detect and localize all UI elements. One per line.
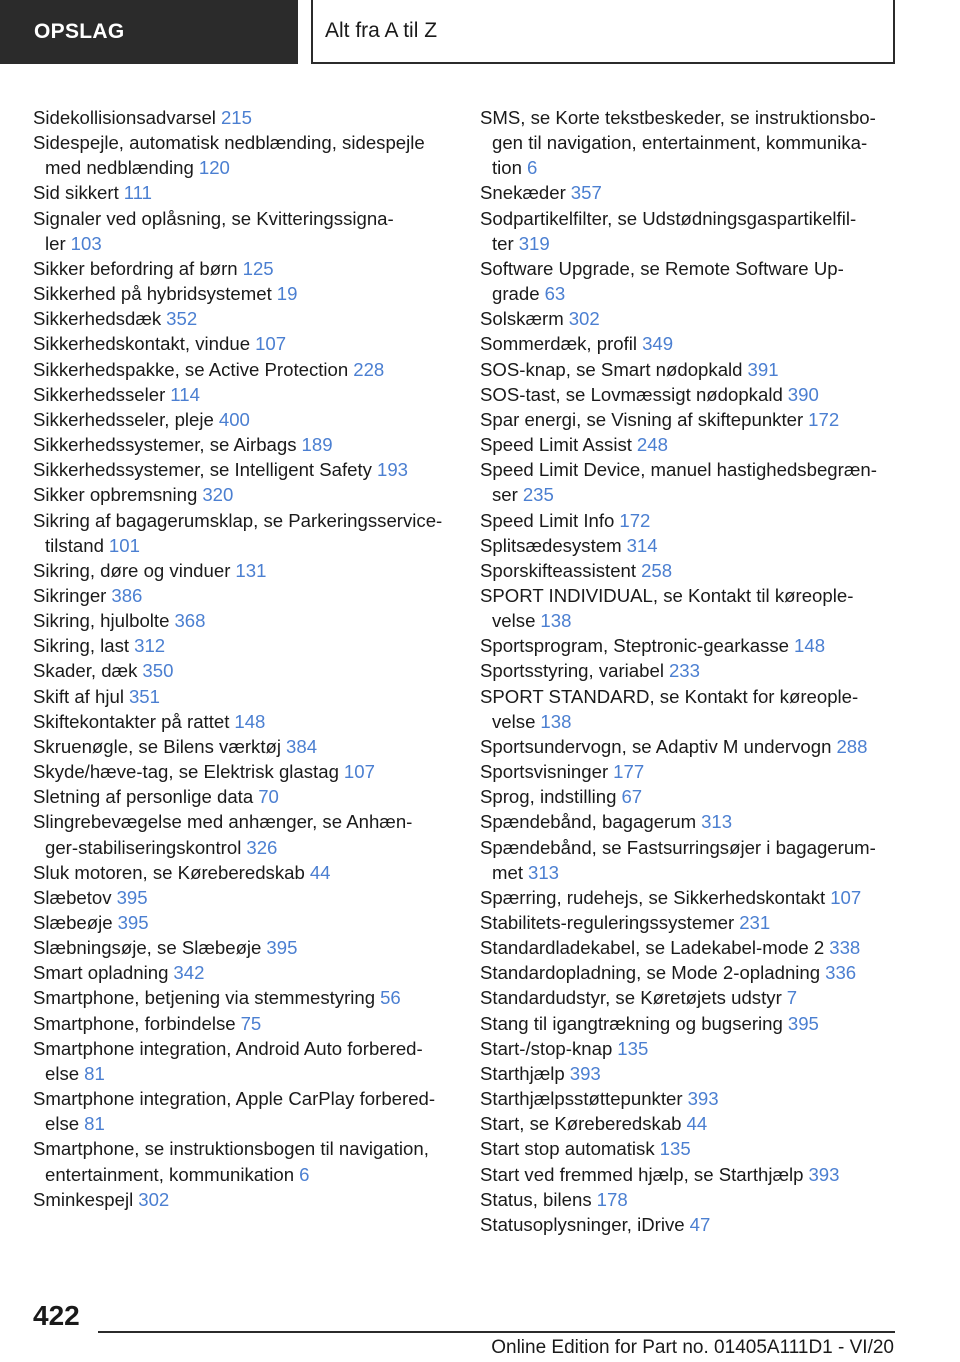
- index-entry-text: ler: [45, 232, 66, 254]
- index-entry-text: Sikkerhedsseler, pleje: [33, 408, 214, 430]
- page-reference-link[interactable]: 231: [739, 912, 771, 933]
- index-entry-text: Spændebånd, bagagerum: [480, 811, 697, 833]
- index-entry-text: Sikring, døre og vinduer: [33, 559, 231, 581]
- index-entry: [480, 1011, 910, 1036]
- index-entry: [33, 1086, 453, 1136]
- page-reference-link[interactable]: 56: [380, 987, 401, 1009]
- index-entry: [480, 658, 910, 683]
- index-entry-text: Sikringer: [33, 584, 107, 606]
- index-entry: [33, 382, 453, 407]
- index-entry: [480, 206, 910, 256]
- index-entry: [33, 482, 453, 507]
- page-reference-link[interactable]: 352: [166, 308, 198, 330]
- index-entry-text: Sikkerhedsdæk: [33, 308, 162, 330]
- index-entry: [33, 457, 453, 482]
- index-entry-text: SOS-tast, se Lovmæssigt nødopkald: [480, 383, 783, 405]
- index-entry-text: Start stop automatisk: [480, 1138, 655, 1160]
- index-entry-text: gen til navigation, entertainment, kommunika-: [492, 132, 868, 154]
- index-entry: [480, 306, 910, 331]
- index-entry-text: Sportsundervogn, se Adaptiv M undervogn: [480, 735, 832, 757]
- chapter-title: Alt fra A til Z: [311, 0, 895, 64]
- index-entry-text: Skiftekontakter på rattet: [33, 710, 230, 732]
- index-entry-text: else: [45, 1113, 80, 1135]
- index-entry-text: Speed Limit Assist: [480, 434, 632, 456]
- index-entry: [480, 1212, 910, 1237]
- index-entry-text: Start-/stop-knap: [480, 1037, 613, 1059]
- index-entry: [480, 684, 910, 734]
- page-reference-link[interactable]: 107: [255, 333, 287, 355]
- index-entry-text: Slæbningsøje, se Slæbeøje: [33, 937, 262, 959]
- page-reference-link[interactable]: 138: [540, 710, 572, 732]
- index-entry: [33, 281, 453, 306]
- index-entry-text: Snekæder: [480, 182, 566, 204]
- page-reference-link[interactable]: 215: [220, 107, 252, 128]
- page-reference-link[interactable]: 390: [787, 383, 819, 405]
- page-reference-link[interactable]: 107: [343, 761, 375, 783]
- index-entry-text: Sikkerhedssystemer, se Airbags: [33, 434, 297, 456]
- index-entry-text: Spar energi, se Visning af skiftepunkter: [480, 408, 804, 430]
- index-entry: [33, 784, 453, 809]
- page-number: 422: [33, 1300, 80, 1331]
- index-entry: [33, 809, 453, 859]
- page-reference-link[interactable]: 135: [617, 1037, 649, 1059]
- index-entry-text: Smartphone, forbindelse: [33, 1012, 236, 1034]
- index-entry: [480, 809, 910, 834]
- page-reference-link[interactable]: 111: [123, 182, 153, 204]
- index-entry-text: Speed Limit Info: [480, 509, 615, 531]
- index-entry-text: Sid sikkert: [33, 182, 119, 204]
- index-entry-text: Status, bilens: [480, 1188, 592, 1210]
- page-reference-link[interactable]: 393: [569, 1062, 601, 1084]
- index-entry: [33, 180, 453, 205]
- page-reference-link[interactable]: 384: [286, 735, 318, 757]
- page-reference-link[interactable]: 395: [787, 1012, 819, 1034]
- index-entry: [33, 331, 453, 356]
- page-reference-link[interactable]: 177: [613, 761, 645, 783]
- index-entry: [33, 508, 453, 558]
- page-reference-link[interactable]: 233: [668, 660, 700, 682]
- index-entry-text: Sletning af personlige data: [33, 786, 254, 808]
- index-entry: [480, 508, 910, 533]
- index-entry-text: Slingrebevægelse med anhænger, se Anhæn-: [33, 811, 413, 833]
- page-reference-link[interactable]: 288: [836, 735, 868, 757]
- page-reference-link[interactable]: 338: [829, 937, 861, 959]
- index-entry-text: ger-stabiliseringskontrol: [45, 836, 242, 858]
- page-reference-link[interactable]: 393: [808, 1163, 840, 1185]
- index-entry: [480, 985, 910, 1010]
- page-reference-link[interactable]: 135: [659, 1138, 691, 1160]
- index-entry: [480, 407, 910, 432]
- index-entry-text: Splitsædesystem: [480, 534, 622, 556]
- page-reference-link[interactable]: 228: [353, 358, 385, 380]
- index-entry: [33, 256, 453, 281]
- index-entry: [480, 432, 910, 457]
- index-entry: [33, 130, 453, 180]
- page-reference-link[interactable]: 172: [808, 408, 840, 430]
- index-entry-text: Standardudstyr, se Køretøjets udstyr: [480, 987, 782, 1009]
- page-reference-link[interactable]: 326: [246, 836, 278, 858]
- index-entry-text: ser: [492, 484, 518, 506]
- page-reference-link[interactable]: 336: [825, 962, 857, 984]
- page-reference-link[interactable]: 248: [636, 434, 668, 456]
- index-entry-text: Sikkerhedspakke, se Active Protection: [33, 358, 349, 380]
- page-reference-link[interactable]: 350: [142, 660, 174, 682]
- index-entry-text: ter: [492, 232, 514, 254]
- page-reference-link[interactable]: 386: [111, 584, 143, 606]
- index-entry-text: SPORT STANDARD, se Kontakt for køreople-: [480, 685, 859, 707]
- page-reference-link[interactable]: 7: [786, 987, 798, 1009]
- index-entry-text: Standardladekabel, se Ladekabel-mode 2: [480, 937, 825, 959]
- index-entry: [33, 432, 453, 457]
- index-entry: [480, 935, 910, 960]
- index-entry-text: Sminkespejl: [33, 1188, 134, 1210]
- section-tab: OPSLAG: [0, 0, 298, 64]
- index-entry-text: Sikring af bagagerumsklap, se Parkeringsservice-: [33, 509, 443, 531]
- index-column-left: [33, 105, 453, 1212]
- index-entry-text: Statusoplysninger, iDrive: [480, 1213, 685, 1235]
- page-reference-link[interactable]: 395: [117, 912, 149, 933]
- index-entry-text: SPORT INDIVIDUAL, se Kontakt til køreople-: [480, 584, 854, 606]
- page-reference-link[interactable]: 320: [202, 484, 234, 506]
- index-entry: [480, 960, 910, 985]
- index-entry: [33, 658, 453, 683]
- index-entry-text: Spændebånd, se Fastsurringsøjer i bagagerum-: [480, 836, 876, 858]
- page-reference-link[interactable]: 6: [299, 1163, 310, 1185]
- index-entry-text: Sportsprogram, Steptronic-gearkasse: [480, 635, 790, 657]
- index-entry: [480, 910, 910, 935]
- page-reference-link[interactable]: 81: [84, 1062, 105, 1084]
- page-reference-link[interactable]: 44: [686, 1113, 708, 1135]
- page-reference-link[interactable]: 395: [266, 937, 298, 959]
- page-reference-link[interactable]: 258: [641, 559, 673, 581]
- index-entry-text: Skift af hjul: [33, 685, 124, 707]
- index-entry: [33, 1011, 453, 1036]
- index-entry: [33, 734, 453, 759]
- index-entry: [480, 1136, 910, 1161]
- page-reference-link[interactable]: 63: [544, 283, 566, 305]
- page-reference-link[interactable]: 103: [70, 232, 102, 254]
- index-entry-text: Solskærm: [480, 308, 564, 330]
- index-entry-text: Stang til igangtrækning og bugsering: [480, 1012, 783, 1034]
- index-entry-text: Software Upgrade, se Remote Software Up-: [480, 257, 844, 279]
- index-entry: [33, 608, 453, 633]
- index-entry-text: else: [45, 1062, 80, 1084]
- index-entry: [33, 583, 453, 608]
- page-reference-link[interactable]: 178: [596, 1188, 628, 1210]
- index-entry-text: met: [492, 861, 523, 883]
- index-entry-text: Slæbeøje: [33, 912, 113, 933]
- index-entry: [33, 985, 453, 1010]
- index-entry: [33, 206, 453, 256]
- page-reference-link[interactable]: 319: [518, 232, 550, 254]
- page-reference-link[interactable]: 400: [218, 408, 250, 430]
- index-entry-text: Sporskifteassistent: [480, 559, 637, 581]
- page-reference-link[interactable]: 148: [234, 710, 266, 732]
- index-entry: [480, 180, 910, 205]
- index-entry-text: Sidespejle, automatisk nedblænding, sidespejle: [33, 132, 425, 154]
- index-entry-text: Start ved fremmed hjælp, se Starthjælp: [480, 1163, 804, 1185]
- index-entry: [33, 684, 453, 709]
- page-reference-link[interactable]: 107: [830, 886, 862, 908]
- index-entry: [480, 1086, 910, 1111]
- index-entry-text: Sikring, last: [33, 635, 130, 657]
- index-entry-text: Skyde/hæve-tag, se Elektrisk glastag: [33, 761, 339, 783]
- index-entry: [480, 558, 910, 583]
- index-entry-text: velse: [492, 610, 536, 632]
- page-reference-link[interactable]: 342: [173, 962, 205, 984]
- index-entry-text: velse: [492, 710, 536, 732]
- page-reference-link[interactable]: 302: [138, 1188, 170, 1210]
- page-reference-link[interactable]: 172: [619, 509, 651, 531]
- page-reference-link[interactable]: 357: [570, 182, 602, 204]
- page-reference-link[interactable]: 368: [174, 610, 206, 632]
- page-reference-link[interactable]: 101: [108, 534, 140, 556]
- index-entry-text: Stabilitets-reguleringssystemer: [480, 912, 735, 933]
- page-reference-link[interactable]: 81: [84, 1113, 105, 1135]
- page-reference-link[interactable]: 125: [242, 257, 274, 279]
- index-entry-text: Sommerdæk, profil: [480, 333, 638, 355]
- index-entry: [33, 306, 453, 331]
- page-reference-link[interactable]: 302: [568, 308, 600, 330]
- index-entry-text: Speed Limit Device, manuel hastighedsbegræn-: [480, 459, 877, 481]
- index-entry: [480, 1187, 910, 1212]
- index-entry-text: Smartphone, betjening via stemmestyring: [33, 987, 376, 1009]
- page-reference-link[interactable]: 114: [170, 383, 200, 405]
- index-entry: [480, 784, 910, 809]
- index-entry-text: Spærring, rudehejs, se Sikkerhedskontakt: [480, 886, 826, 908]
- index-entry: [33, 885, 453, 910]
- index-entry: [33, 633, 453, 658]
- index-entry-text: tion: [492, 157, 522, 179]
- index-entry: [480, 1061, 910, 1086]
- page-reference-link[interactable]: 312: [134, 635, 166, 657]
- index-entry-text: Signaler ved oplåsning, se Kvitteringssigna-: [33, 207, 394, 229]
- index-entry-text: Sprog, indstilling: [480, 786, 617, 808]
- index-entry: [33, 1036, 453, 1086]
- index-entry: [480, 357, 910, 382]
- index-entry: [33, 960, 453, 985]
- index-entry-text: Smartphone, se instruktionsbogen til navigation,: [33, 1138, 429, 1160]
- index-entry-text: Standardopladning, se Mode 2-opladning: [480, 962, 821, 984]
- page-reference-link[interactable]: 391: [747, 358, 779, 380]
- index-entry-text: SOS-knap, se Smart nødopkald: [480, 358, 743, 380]
- index-entry: [33, 407, 453, 432]
- index-entry-text: Sodpartikelfilter, se Udstødningsgaspartikelfil-: [480, 207, 857, 229]
- page-reference-link[interactable]: 70: [258, 786, 279, 808]
- index-entry-text: tilstand: [45, 534, 104, 556]
- index-entry-text: Start, se Køreberedskab: [480, 1113, 682, 1135]
- page-reference-link[interactable]: 235: [522, 484, 554, 506]
- page-reference-link[interactable]: 393: [687, 1088, 719, 1110]
- index-entry-text: Smartphone integration, Android Auto forbered-: [33, 1037, 423, 1059]
- index-entry: [480, 331, 910, 356]
- index-entry-text: grade: [492, 283, 540, 305]
- index-entry: [33, 910, 453, 935]
- page-reference-link[interactable]: 349: [642, 333, 674, 355]
- index-entry-text: Smartphone integration, Apple CarPlay forbered-: [33, 1088, 436, 1110]
- index-entry-text: entertainment, kommunikation: [45, 1163, 295, 1185]
- footer-divider: [98, 1331, 895, 1333]
- index-entry-text: Sikker befordring af børn: [33, 257, 238, 279]
- index-entry: [33, 860, 453, 885]
- page-reference-link[interactable]: 138: [540, 610, 572, 632]
- page-reference-link[interactable]: 131: [235, 559, 267, 581]
- index-entry: [33, 1187, 453, 1212]
- page-reference-link[interactable]: 314: [626, 534, 658, 556]
- page-reference-link[interactable]: 19: [276, 283, 298, 305]
- index-entry-text: Sikkerhedsseler: [33, 383, 166, 405]
- page-reference-link[interactable]: 193: [376, 459, 409, 481]
- footer-edition-text: Online Edition for Part no. 01405A111D1 - VI/20: [491, 1337, 894, 1358]
- page-reference-link[interactable]: 313: [528, 861, 560, 883]
- index-entry: [33, 935, 453, 960]
- index-entry-text: Skader, dæk: [33, 660, 138, 682]
- index-entry-text: Sikker opbremsning: [33, 484, 198, 506]
- index-entry-text: Sportsstyring, variabel: [480, 660, 664, 682]
- page-reference-link[interactable]: 6: [526, 157, 538, 179]
- index-entry: [480, 835, 910, 885]
- page-reference-link[interactable]: 75: [240, 1012, 262, 1034]
- index-entry: [480, 256, 910, 306]
- index-entry: [33, 759, 453, 784]
- index-entry-text: Sikring, hjulbolte: [33, 610, 170, 632]
- index-entry: [480, 759, 910, 784]
- index-entry-text: Starthjælpsstøttepunkter: [480, 1088, 683, 1110]
- page-reference-link[interactable]: 189: [301, 434, 333, 456]
- page-reference-link[interactable]: 148: [794, 635, 826, 657]
- index-entry-text: Smart opladning: [33, 962, 169, 984]
- index-entry-text: Sikkerhed på hybridsystemet: [33, 283, 272, 305]
- index-entry: [480, 533, 910, 558]
- index-entry-text: Sportsvisninger: [480, 761, 609, 783]
- index-entry: [33, 1136, 453, 1186]
- index-entry: [33, 105, 453, 130]
- page-reference-link[interactable]: 395: [116, 886, 148, 908]
- index-entry: [480, 1162, 910, 1187]
- page-reference-link[interactable]: 47: [689, 1213, 711, 1235]
- index-entry: [480, 734, 910, 759]
- index-entry: [480, 1036, 910, 1061]
- index-entry: [480, 382, 910, 407]
- index-entry-text: Slæbetov: [33, 886, 112, 908]
- index-entry-text: SMS, se Korte tekstbeskeder, se instruktionsbo-: [480, 107, 876, 128]
- page-reference-link[interactable]: 351: [128, 685, 160, 707]
- index-entry: [480, 457, 910, 507]
- index-entry-text: Sluk motoren, se Køreberedskab: [33, 861, 305, 883]
- page-reference-link[interactable]: 120: [198, 157, 230, 179]
- index-entry: [480, 583, 910, 633]
- index-entry-text: Skruenøgle, se Bilens værktøj: [33, 735, 282, 757]
- index-entry: [480, 633, 910, 658]
- index-entry-text: Sikkerhedssystemer, se Intelligent Safety: [33, 459, 372, 481]
- page-reference-link[interactable]: 313: [701, 811, 733, 833]
- index-entry-text: med nedblænding: [45, 157, 194, 179]
- page-reference-link[interactable]: 44: [309, 861, 331, 883]
- index-entry: [480, 1111, 910, 1136]
- index-entry: [33, 709, 453, 734]
- index-column-right: [480, 105, 910, 1237]
- index-entry: [480, 105, 910, 180]
- index-entry-text: Sidekollisionsadvarsel: [33, 107, 216, 128]
- index-entry: [480, 885, 910, 910]
- index-entry: [33, 357, 453, 382]
- index-entry-text: Sikkerhedskontakt, vindue: [33, 333, 251, 355]
- index-entry: [33, 558, 453, 583]
- page-reference-link[interactable]: 67: [621, 786, 643, 808]
- index-entry-text: Starthjælp: [480, 1062, 565, 1084]
